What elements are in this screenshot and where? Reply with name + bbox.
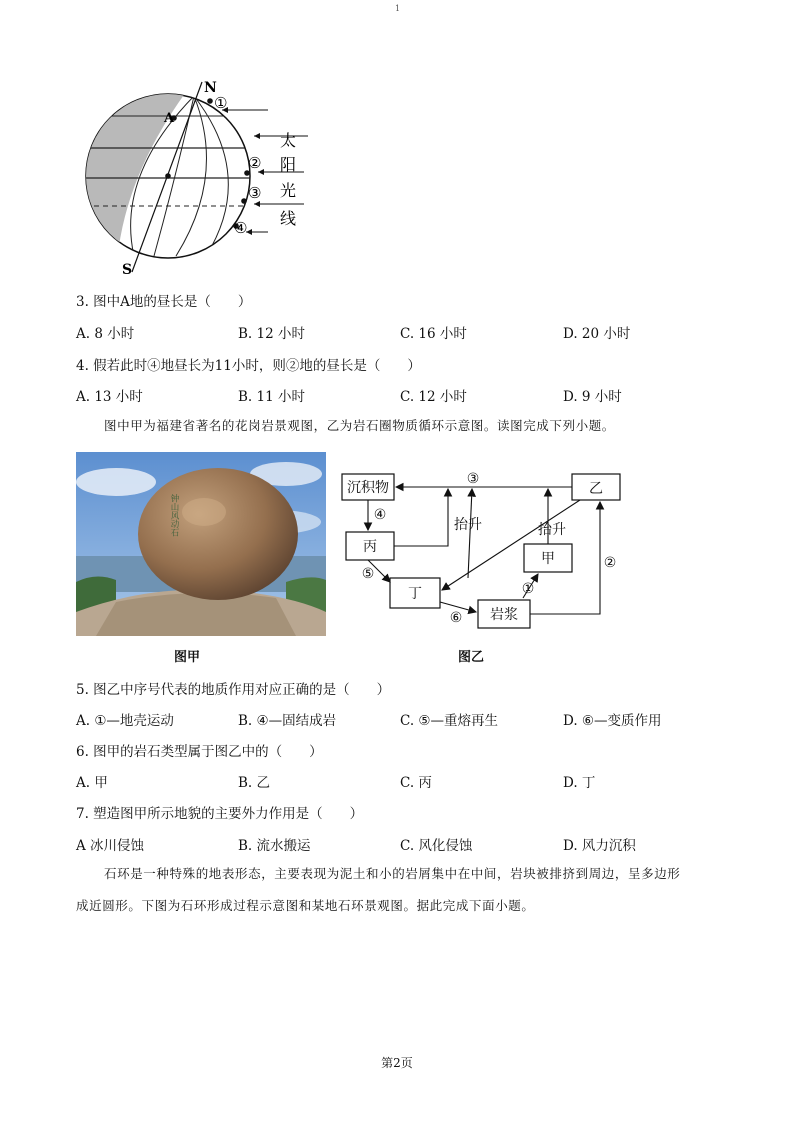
question-7-stem: 7. 塑造图甲所示地貌的主要外力作用是（ ） [76, 806, 364, 822]
intro-paragraph-2-line-1: 石环是一种特殊的地表形态，主要表现为泥土和小的岩屑集中在中间，岩块被排挤到周边，呈多边形 [104, 866, 681, 881]
q4-option-b[interactable]: B. 11 小时 [238, 389, 305, 405]
q6-option-c[interactable]: C. 丙 [400, 775, 432, 791]
figure-yi-caption: 图乙 [458, 650, 485, 665]
num-6: ⑥ [449, 610, 463, 626]
label-sediment: 沉积物 [347, 480, 389, 496]
rock-inscription: 钟山风动石 [169, 494, 179, 537]
sun-char-4: 线 [280, 209, 297, 228]
intro-paragraph-2-line-2: 成近圆形。下图为石环形成过程示意图和某地石环景观图。据此完成下面小题。 [76, 898, 535, 913]
sun-char-3: 光 [280, 181, 297, 200]
page-footer: 第2页 [381, 1056, 413, 1070]
page-top-mark: 1 [395, 4, 401, 13]
q6-option-d[interactable]: D. 丁 [563, 775, 596, 791]
south-label: S [122, 262, 133, 278]
q7-option-b[interactable]: B. 流水搬运 [238, 838, 311, 854]
figure-jia-caption: 图甲 [174, 650, 201, 665]
q6-option-a[interactable]: A. 甲 [76, 775, 108, 791]
q5-option-a[interactable]: A. ①—地壳运动 [76, 713, 174, 729]
q3-option-d[interactable]: D. 20 小时 [563, 326, 631, 342]
label-ding: 丁 [408, 586, 422, 602]
north-label: N [204, 80, 217, 96]
num-1: ① [521, 581, 535, 597]
q4-option-c[interactable]: C. 12 小时 [400, 389, 467, 405]
marker-2-label: ② [248, 154, 262, 172]
granite-photo [76, 452, 326, 636]
q5-option-c[interactable]: C. ⑤—重熔再生 [400, 713, 499, 729]
point-a-label: A [164, 111, 175, 126]
marker-3-label: ③ [248, 184, 262, 202]
num-5: ⑤ [361, 566, 375, 582]
sun-char-2: 阳 [280, 155, 297, 174]
rock-cycle-diagram [338, 462, 628, 642]
marker-1-label: ① [214, 94, 228, 112]
sun-char-1: 太 [280, 131, 297, 150]
q6-option-b[interactable]: B. 乙 [238, 775, 271, 791]
label-yi: 乙 [589, 481, 603, 497]
question-6-stem: 6. 图甲的岩石类型属于图乙中的（ ） [76, 744, 323, 760]
label-magma: 岩浆 [490, 607, 518, 623]
lift-label-1: 抬升 [454, 517, 482, 533]
question-3-stem: 3. 图中A地的昼长是（ ） [76, 294, 252, 310]
label-jia: 甲 [541, 551, 555, 567]
marker-4-label: ④ [234, 219, 248, 237]
q3-option-c[interactable]: C. 16 小时 [400, 326, 467, 342]
q4-option-a[interactable]: A. 13 小时 [76, 389, 143, 405]
q7-option-d[interactable]: D. 风力沉积 [563, 838, 636, 854]
q5-option-d[interactable]: D. ⑥—变质作用 [563, 713, 662, 729]
q3-option-b[interactable]: B. 12 小时 [238, 326, 305, 342]
q5-option-b[interactable]: B. ④—固结成岩 [238, 713, 337, 729]
num-4: ④ [373, 507, 387, 523]
intro-paragraph-1: 图中甲为福建省著名的花岗岩景观图，乙为岩石圈物质循环示意图。读图完成下列小题。 [104, 418, 615, 433]
q7-option-a[interactable]: A 冰川侵蚀 [76, 838, 145, 854]
lift-label-2: 抬升 [538, 522, 566, 538]
question-4-stem: 4. 假若此时④地昼长为11小时，则②地的昼长是（ ） [76, 358, 421, 374]
label-bing: 丙 [363, 539, 377, 555]
question-5-stem: 5. 图乙中序号代表的地质作用对应正确的是（ ） [76, 682, 391, 698]
q4-option-d[interactable]: D. 9 小时 [563, 389, 622, 405]
num-2: ② [603, 555, 617, 571]
globe-illumination-diagram [76, 76, 316, 281]
q7-option-c[interactable]: C. 风化侵蚀 [400, 838, 473, 854]
q3-option-a[interactable]: A. 8 小时 [76, 326, 135, 342]
num-3: ③ [466, 471, 480, 487]
